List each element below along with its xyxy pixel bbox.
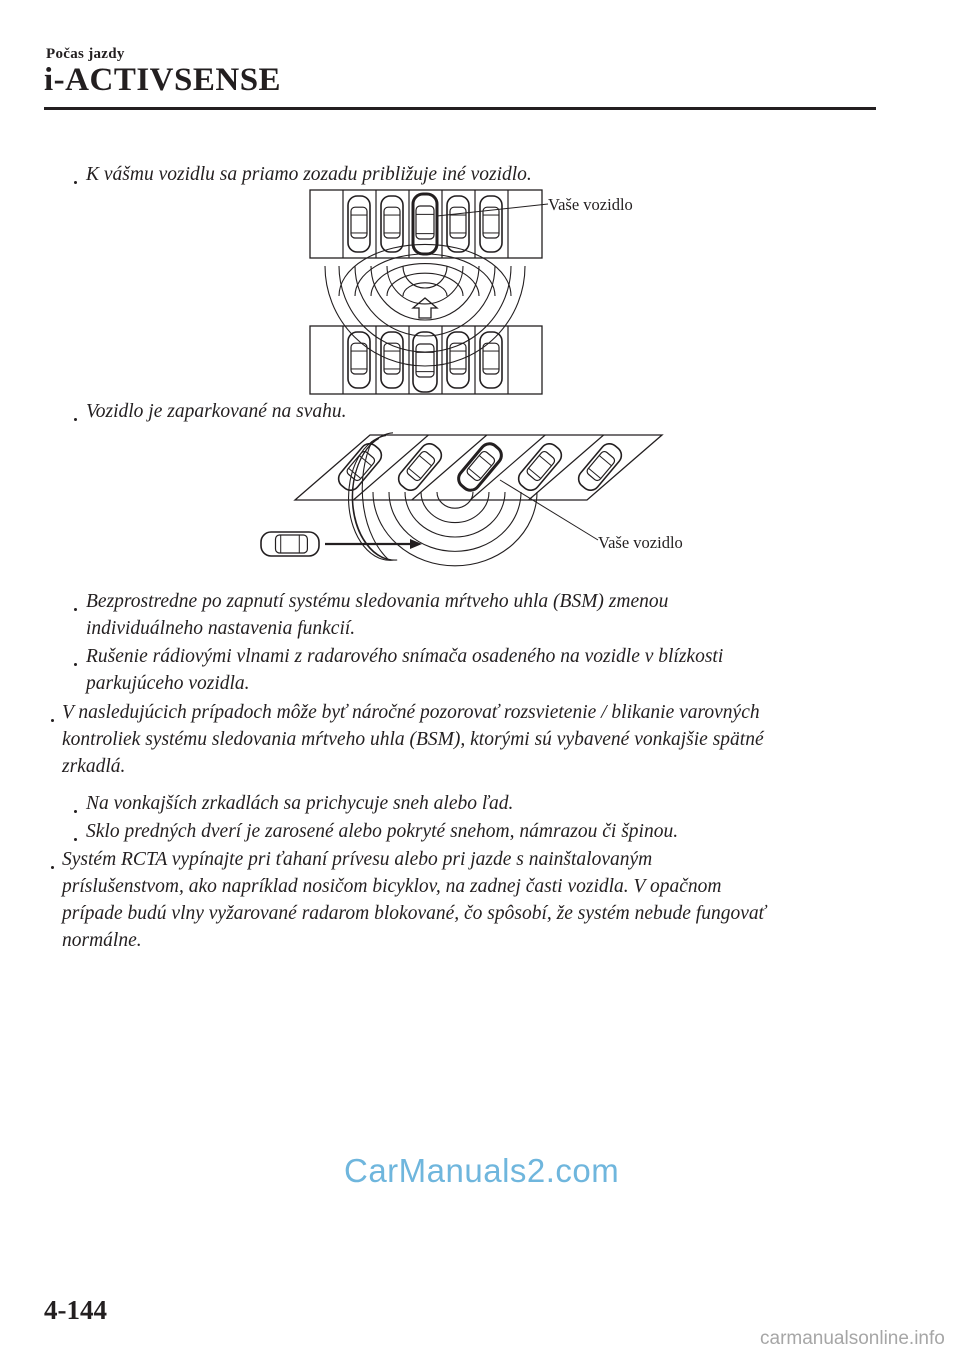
bullet-dot: [74, 608, 77, 611]
arrow-icon: [413, 298, 437, 318]
page-number: 4-144: [44, 1295, 107, 1325]
car-icon: [381, 196, 403, 252]
bullet-dot: [74, 838, 77, 841]
your-vehicle-label: Vaše vozidlo: [598, 533, 683, 552]
bullet-item: Na vonkajších zrkadlách sa prichycuje sneh alebo ľad.: [86, 793, 514, 814]
your-vehicle-label: Vaše vozidlo: [548, 195, 633, 214]
radar-wave: [403, 266, 447, 288]
car-icon: [348, 196, 370, 252]
bullet-dot: [74, 663, 77, 666]
paragraph-line: prípade budú vlny vyžarované radarom blokované, čo spôsobí, že systém nebude fungovať: [62, 903, 766, 924]
bullet-dot: [51, 719, 54, 722]
header-rule: [44, 107, 876, 110]
car-icon: [261, 532, 319, 556]
bullet-item-line: Bezprostredne po zapnutí systému sledovania mŕtveho uhla (BSM) zmenou: [86, 591, 669, 612]
bullet-item: K vášmu vozidlu sa priamo zozadu približuje iné vozidlo.: [86, 164, 532, 185]
car-icon: [447, 196, 469, 252]
bullet-dot: [51, 866, 54, 869]
radar-wave: [389, 492, 521, 551]
watermark-logo: CarManuals2.com: [344, 1152, 620, 1189]
watermark-site: carmanualsonline.info: [760, 1328, 945, 1349]
bullet-dot: [74, 418, 77, 421]
rear-approach-illustration: [300, 188, 660, 396]
section-title: Počas jazdy: [46, 46, 125, 62]
car-icon: [413, 332, 437, 392]
paragraph-line: zrkadlá.: [62, 756, 126, 777]
slope-parking-figure: [250, 420, 710, 590]
paragraph-line: normálne.: [62, 930, 142, 951]
chapter-title: i-ACTIVSENSE: [44, 62, 282, 98]
paragraph-line: kontroliek systému sledovania mŕtveho uhla (BSM), ktorými sú vybavené vonkajšie spätné: [62, 729, 764, 750]
rear-approach-figure: [300, 188, 660, 396]
car-icon: [480, 196, 502, 252]
paragraph-line: príslušenstvom, ako napríklad nosičom bicyklov, na zadnej časti vozidla. V opačnom: [62, 876, 722, 897]
paragraph-line: V nasledujúcich prípadoch môže byť náročné pozorovať rozsvietenie / blikanie varovných: [62, 702, 760, 723]
bullet-item-line: individuálneho nastavenia funkcií.: [86, 618, 356, 639]
slope-parking-illustration: [250, 420, 710, 590]
bullet-dot: [74, 810, 77, 813]
bullet-item-line: Rušenie rádiovými vlnami z radarového snímača osadeného na vozidle v blízkosti: [86, 646, 724, 667]
paragraph-line: Systém RCTA vypínajte pri ťahaní prívesu alebo pri jazde s nainštalovaným: [62, 849, 653, 870]
bullet-item: Vozidlo je zaparkované na svahu.: [86, 401, 347, 422]
bullet-dot: [74, 181, 77, 184]
radar-wave: [373, 492, 537, 566]
radar-wave: [403, 283, 447, 296]
bullet-item: Sklo predných dverí je zarosené alebo pokryté snehom, námrazou či špinou.: [86, 821, 679, 842]
bullet-item-line: parkujúceho vozidla.: [86, 673, 250, 694]
